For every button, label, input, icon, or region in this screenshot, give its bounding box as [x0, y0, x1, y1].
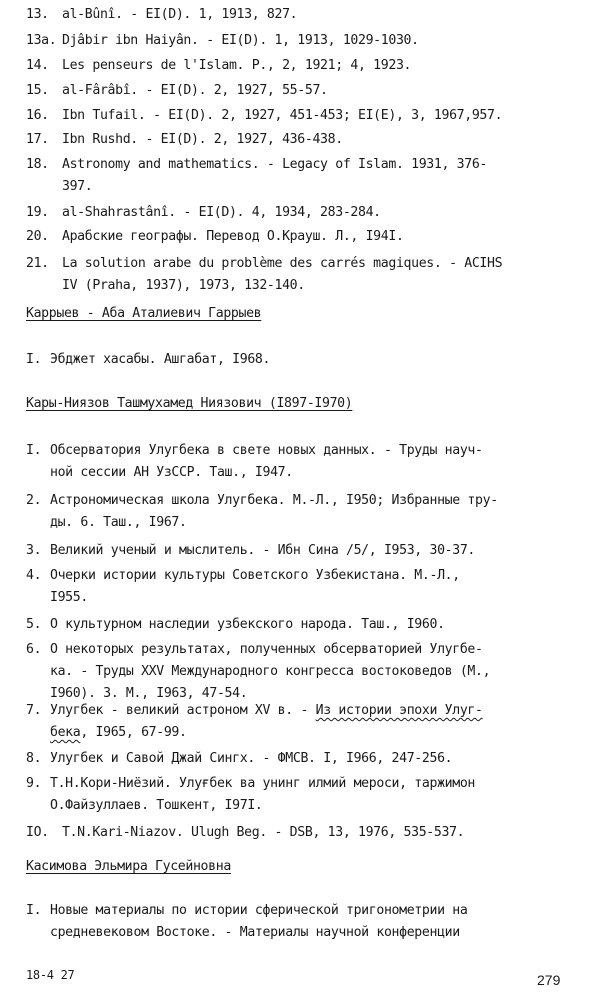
- entry-continuation: I960). 3. М., I963, 47-54.: [50, 686, 248, 701]
- bibliography-entry: [26, 748, 597, 770]
- page-number: 279: [537, 972, 561, 988]
- bibliography-entry: [26, 639, 597, 705]
- entry-number: 13.: [26, 7, 49, 22]
- entry-text: al-Shahrastânî. - EI(D). 4, 1934, 283-284.: [62, 205, 381, 220]
- entry-continuation: ной сессии АН УзССР. Таш., I947.: [50, 465, 293, 480]
- entry-continuation: ды. 6. Таш., I967.: [50, 515, 187, 530]
- entry-number: 5.: [26, 617, 42, 632]
- entry-number: I.: [26, 352, 42, 367]
- bibliography-entry: [26, 226, 597, 248]
- bibliography-entry: [26, 822, 597, 844]
- entry-text: Ibn Rushd. - EI(D). 2, 1927, 436-438.: [62, 132, 343, 147]
- source-title-underlined: бека: [50, 725, 81, 740]
- entry-number: 3.: [26, 543, 42, 558]
- entry-number: 14.: [26, 58, 49, 73]
- entry-continuation: 397.: [62, 179, 93, 194]
- entry-text: Djâbir ibn Haiyân. - EI(D). 1, 1913, 1029-1030.: [62, 33, 419, 48]
- entry-number: 7.: [26, 703, 42, 718]
- entry-text: О некоторых результатах, полученных обсерваторией Улугбе-: [50, 642, 483, 657]
- bibliography-entry: [26, 154, 597, 198]
- entry-text: al-Fârâbî. - EI(D). 2, 1927, 55-57.: [62, 83, 328, 98]
- entry-text: О культурном наследии узбекского народа. Таш., I960.: [50, 617, 445, 632]
- entry-number: IO.: [26, 825, 49, 840]
- entry-text: Улугбек и Савой Джай Сингх. - ФМСВ. I, I966, 247-256.: [50, 751, 453, 766]
- bibliography-entry: [26, 202, 597, 224]
- entry-continuation: О.Файзуллаев. Тошкент, I97I.: [50, 798, 263, 813]
- entry-number: 13a.: [26, 33, 57, 48]
- print-signature: 18-4 27: [26, 968, 75, 982]
- entry-number: 18.: [26, 157, 49, 172]
- entry-number: 21.: [26, 256, 49, 271]
- entry-continuation: ка. - Труды XXV Международного конгресса востоковедов (М.,: [50, 664, 491, 679]
- entry-number: 19.: [26, 205, 49, 220]
- entry-number: 8.: [26, 751, 42, 766]
- bibliography-entry: [26, 253, 597, 297]
- entry-number: 2.: [26, 493, 42, 508]
- entry-text: La solution arabe du problème des carrés magiques. - ACIHS: [62, 256, 503, 271]
- entry-text: Обсерватория Улугбека в свете новых данных. - Труды науч-: [50, 443, 483, 458]
- bibliography-entry: [26, 490, 597, 534]
- entry-text: Очерки истории культуры Советского Узбекистана. М.-Л.,: [50, 568, 460, 583]
- bibliography-entry: [26, 129, 597, 151]
- entry-text: T.N.Kari-Niazov. Ulugh Beg. - DSB, 13, 1976, 535-537.: [62, 825, 465, 840]
- entry-number: I.: [26, 443, 42, 458]
- entry-continuation: [26, 722, 597, 744]
- entry-text: Великий ученый и мыслитель. - Ибн Сина /5/, I953, 30-37.: [50, 543, 476, 558]
- bibliography-entry: [26, 440, 597, 484]
- bibliography-entry: [26, 4, 597, 26]
- entry-number: 20.: [26, 229, 49, 244]
- entry-number: 16.: [26, 108, 49, 123]
- bibliography-entry: [26, 105, 597, 127]
- entry-text: Арабские географы. Перевод О.Крауш. Л., I94I.: [62, 229, 404, 244]
- bibliography-entry: [26, 55, 597, 77]
- entry-continuation: IV (Praha, 1937), 1973, 132-140.: [62, 278, 305, 293]
- bibliography-entry: [26, 349, 597, 371]
- author-heading: Кары-Ниязов Ташмухамед Ниязович (I897-I970): [26, 396, 353, 411]
- entry-text: Les penseurs de l'Islam. P., 2, 1921; 4, 1923.: [62, 58, 412, 73]
- bibliography-entry: [26, 614, 597, 636]
- entry-number: I.: [26, 903, 42, 918]
- author-heading: Касимова Эльмира Гусейновна: [26, 859, 231, 874]
- entry-text: Эбджет хасабы. Ашгабат, I968.: [50, 352, 271, 367]
- bibliography-entry: [26, 900, 597, 944]
- bibliography-entry: [26, 30, 597, 52]
- entry-text: Astronomy and mathematics. - Legacy of Islam. 1931, 376-: [62, 157, 488, 172]
- entry-number: 4.: [26, 568, 42, 583]
- entry-text: Ibn Tufail. - EI(D). 2, 1927, 451-453; EI(E), 3, 1967,957.: [62, 108, 503, 123]
- bibliography-entry: [26, 773, 597, 817]
- bibliography-entry: [26, 540, 597, 562]
- source-title-underlined: Из истории эпохи Улуг-: [315, 703, 483, 718]
- entry-text: Астрономическая школа Улугбека. М.-Л., I950; Избранные тру-: [50, 493, 498, 508]
- entry-text: Т.Н.Кори-Ниёзий. Улуғбек ва унинг илмий мероси, таржимон: [50, 776, 476, 791]
- bibliography-entry: [26, 700, 597, 744]
- entry-text: al-Bûnî. - EI(D). 1, 1913, 827.: [62, 7, 298, 22]
- author-heading: Каррыев - Аба Аталиевич Гаррыев: [26, 306, 262, 321]
- entry-number: 15.: [26, 83, 49, 98]
- entry-number: 17.: [26, 132, 49, 147]
- entry-number: 9.: [26, 776, 42, 791]
- bibliography-entry: [26, 80, 597, 102]
- entry-text: , I965, 67-99.: [80, 725, 187, 740]
- bibliography-entry: [26, 565, 597, 609]
- entry-text: Новые материалы по истории сферической тригонометрии на: [50, 903, 468, 918]
- entry-continuation: I955.: [50, 590, 88, 605]
- entry-continuation: средневековом Востоке. - Материалы научной конференции: [50, 925, 460, 940]
- entry-number: 6.: [26, 642, 42, 657]
- entry-text: Улугбек - великий астроном XV в. -: [50, 703, 316, 718]
